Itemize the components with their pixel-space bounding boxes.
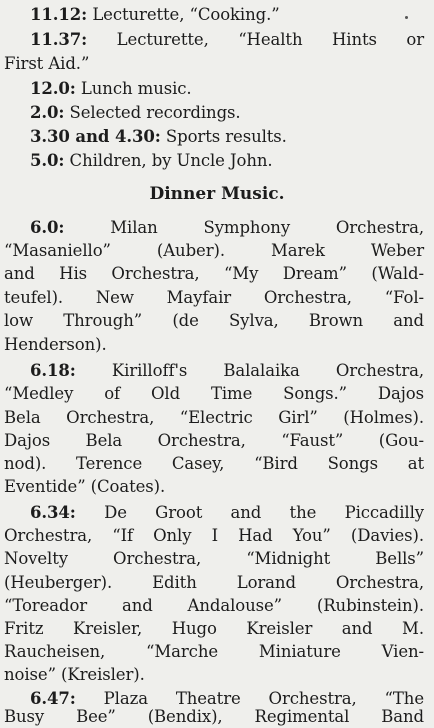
- paragraph-line: [4, 476, 424, 498]
- paragraph-line: [4, 595, 424, 617]
- schedule-time: 5.0:: [30, 151, 65, 170]
- paragraph-line: [4, 310, 424, 332]
- line-text: Bela Orchestra, “Electric Girl” (Holmes).: [4, 408, 424, 427]
- paragraph-line: [4, 641, 424, 663]
- section-heading: Dinner Music.: [149, 184, 285, 204]
- schedule-text: First Aid.”: [4, 54, 90, 73]
- line-text: Plaza Theatre Orchestra, “The: [75, 689, 424, 708]
- line-text: Henderson).: [4, 335, 107, 354]
- paragraph-line: [4, 407, 424, 429]
- paragraph-line: [4, 664, 424, 686]
- paragraph-line: [4, 525, 424, 547]
- schedule-item-330: [30, 126, 420, 148]
- line-text: and His Orchestra, “My Dream” (Wald-: [4, 264, 424, 283]
- line-text: “Medley of Old Time Songs.” Dajos: [4, 384, 424, 403]
- schedule-time: 6.47:: [30, 689, 76, 708]
- line-text: “Toreador and Andalouse” (Rubinstein).: [4, 596, 424, 615]
- schedule-time: 2.0:: [30, 103, 65, 122]
- line-text: Eventide” (Coates).: [4, 477, 166, 496]
- schedule-text: Children, by Uncle John.: [64, 151, 273, 170]
- line-text: noise” (Kreisler).: [4, 665, 145, 684]
- paragraph-line: [4, 548, 424, 570]
- schedule-text: Lecturette, “Cooking.”: [87, 5, 280, 24]
- schedule-time: 6.34:: [30, 503, 76, 522]
- line-text: nod). Terence Casey, “Bird Songs at: [4, 454, 424, 473]
- line-text: low Through” (de Sylva, Brown and: [4, 311, 424, 330]
- paragraph-line: [4, 383, 424, 405]
- line-text: Busy Bee” (Bendix), Regimental Band: [4, 707, 424, 726]
- line-text: (Heuberger). Edith Lorand Orchestra,: [4, 573, 424, 592]
- schedule-time: 6.0:: [30, 218, 65, 237]
- line-text: “Masaniello” (Auber). Marek Weber: [4, 241, 424, 260]
- paragraph-line: [4, 334, 424, 356]
- schedule-time: 11.37:: [30, 30, 88, 49]
- paragraph-line: [4, 287, 424, 309]
- schedule-item-continuation: [4, 53, 424, 75]
- line-text: teufel). New Mayfair Orchestra, “Fol-: [4, 288, 424, 307]
- line-text: Novelty Orchestra, “Midnight Bells”: [4, 549, 424, 568]
- paragraph-line: [30, 502, 424, 524]
- schedule-text: Lecturette, “Health Hints or: [87, 30, 424, 49]
- schedule-text: Selected recordings.: [64, 103, 241, 122]
- paragraph-line: [30, 217, 424, 239]
- schedule-item-1137: [30, 29, 424, 51]
- schedule-time: 6.18:: [30, 361, 76, 380]
- paragraph-line: [30, 360, 424, 382]
- paragraph-line: [4, 572, 424, 594]
- paragraph-line: [4, 263, 424, 285]
- line-text: Fritz Kreisler, Hugo Kreisler and M.: [4, 619, 424, 638]
- paragraph-line: [4, 430, 424, 452]
- print-speck: [405, 16, 408, 19]
- schedule-text: Lunch music.: [75, 79, 192, 98]
- schedule-item-20: [30, 102, 420, 124]
- line-text: Raucheisen, “Marche Miniature Vien-: [4, 642, 424, 661]
- line-text: Kirilloff's Balalaika Orchestra,: [75, 361, 424, 380]
- paragraph-line: [4, 240, 424, 262]
- schedule-time: 12.0:: [30, 79, 76, 98]
- line-text: De Groot and the Piccadilly: [75, 503, 424, 522]
- paragraph-line: [4, 706, 424, 728]
- paragraph-line: [4, 618, 424, 640]
- line-text: Orchestra, “If Only I Had You” (Davies).: [4, 526, 424, 545]
- schedule-item-120: [30, 78, 420, 100]
- schedule-time: 11.12:: [30, 5, 88, 24]
- schedule-time: 3.30 and 4.30:: [30, 127, 161, 146]
- schedule-text: Sports results.: [160, 127, 287, 146]
- paragraph-line: [4, 453, 424, 475]
- schedule-item-1112: [30, 4, 420, 26]
- schedule-item-50: [30, 150, 420, 172]
- line-text: Dajos Bela Orchestra, “Faust” (Gou-: [4, 431, 424, 450]
- line-text: Milan Symphony Orchestra,: [64, 218, 424, 237]
